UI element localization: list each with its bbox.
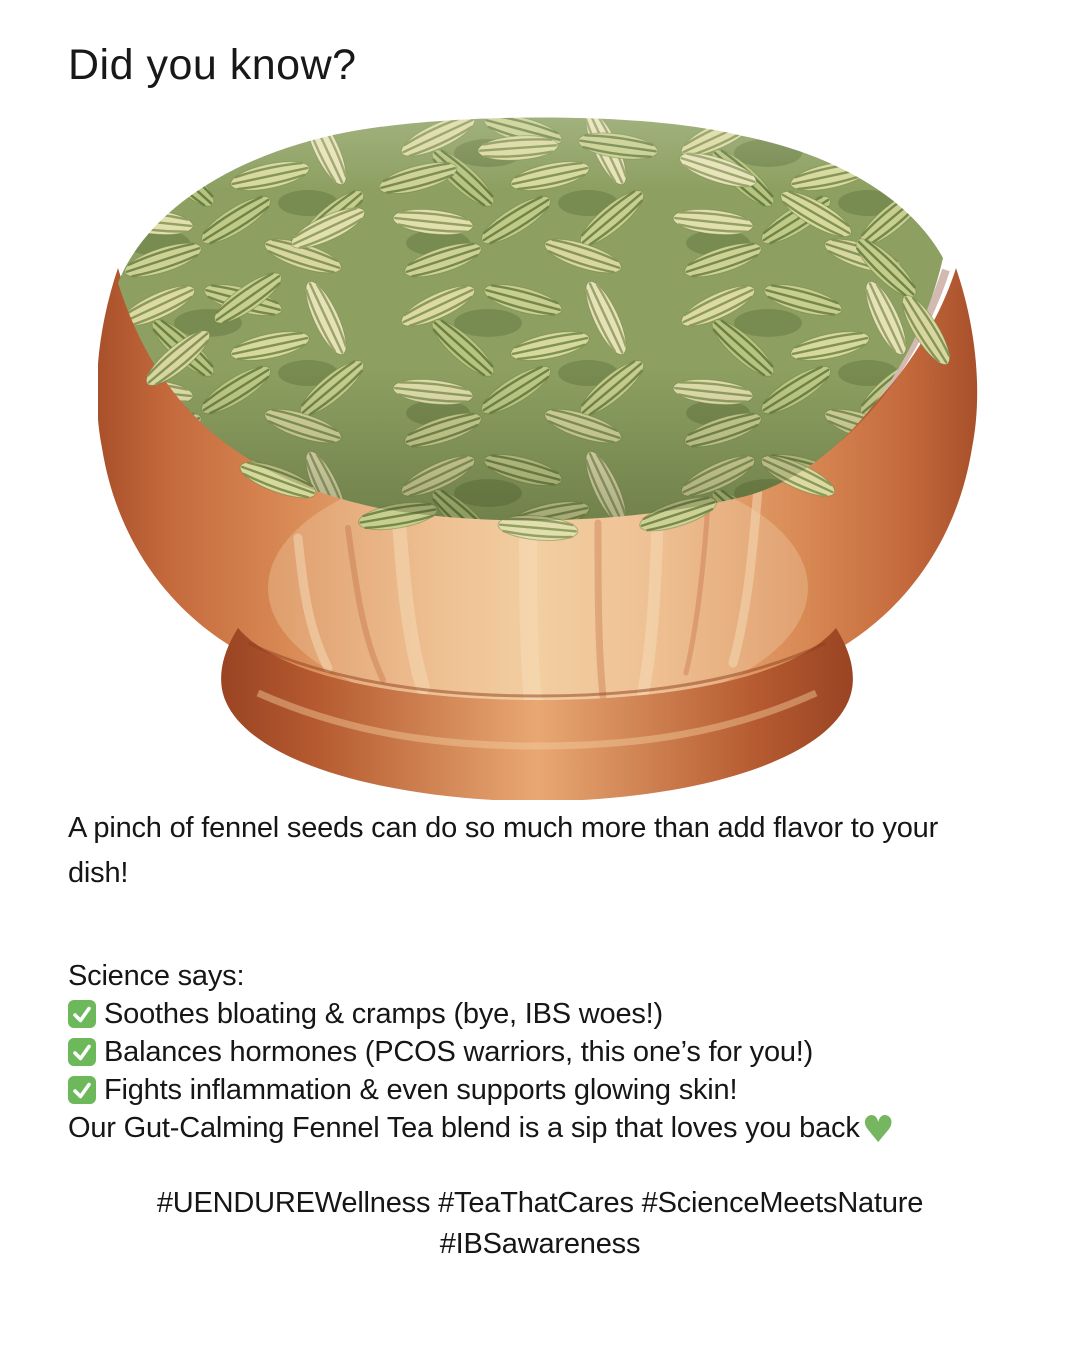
science-section [68,957,895,1151]
science-bullet [68,1071,895,1109]
hashtags [0,1183,1080,1265]
check-icon [68,1076,96,1104]
closing-line [68,1107,895,1151]
page-title: Did you know? [68,41,357,89]
science-bullet [68,995,895,1033]
science-heading: Science says: [68,960,245,992]
bullet-text: Fights inflammation & even supports glowing skin! [104,1073,738,1106]
fennel-bowl-illustration [98,108,982,808]
bullet-text: Balances hormones (PCOS warriors, this one’s for you!) [104,1035,814,1068]
science-bullet [68,1033,895,1071]
bullet-text: Soothes bloating & cramps (bye, IBS woes!) [104,997,663,1030]
closing-text: Our Gut-Calming Fennel Tea blend is a sip that loves you back [68,1111,860,1144]
check-icon [68,1000,96,1028]
green-heart-icon: ♥ [861,1107,895,1151]
intro-line: dish! [68,857,129,889]
hashtag-line: #UENDUREWellness #TeaThatCares #ScienceMeetsNature [156,1187,924,1219]
intro-line: A pinch of fennel seeds can do so much more than add flavor to your [68,812,939,844]
check-icon [68,1038,96,1066]
intro-paragraph [68,806,938,896]
hashtag-line: #IBSawareness [439,1228,641,1260]
